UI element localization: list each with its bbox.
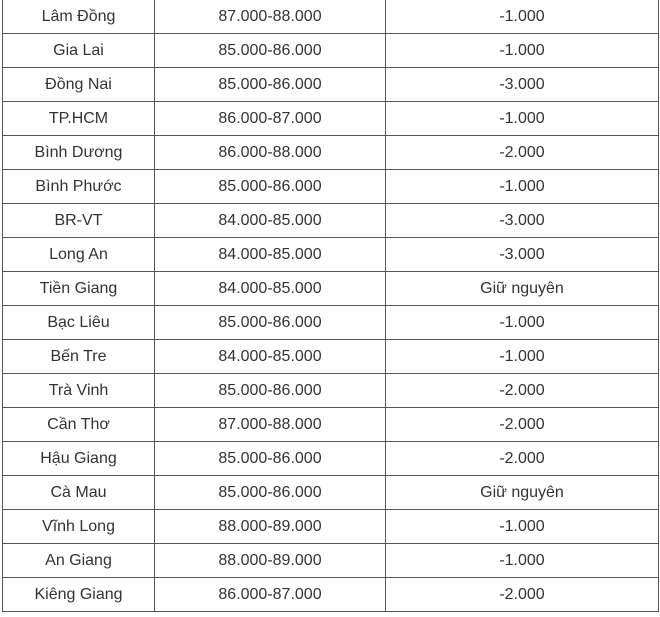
- table-row: [3, 0, 659, 34]
- price-cell: 85.000-86.000: [155, 442, 386, 476]
- table-row: [3, 306, 659, 340]
- table-row: [3, 170, 659, 204]
- change-cell: -1.000: [386, 102, 659, 136]
- province-cell: TP.HCM: [3, 102, 155, 136]
- change-cell: -2.000: [386, 442, 659, 476]
- price-cell: 86.000-87.000: [155, 102, 386, 136]
- province-cell: Cần Thơ: [3, 408, 155, 442]
- province-cell: Long An: [3, 238, 155, 272]
- table-row: [3, 68, 659, 102]
- table-row: [3, 476, 659, 510]
- change-cell: -1.000: [386, 170, 659, 204]
- province-cell: Lâm Đồng: [3, 0, 155, 34]
- change-cell: Giữ nguyên: [386, 272, 659, 306]
- change-cell: -1.000: [386, 34, 659, 68]
- province-cell: Đồng Nai: [3, 68, 155, 102]
- change-cell: -3.000: [386, 238, 659, 272]
- table-row: [3, 578, 659, 612]
- price-cell: 88.000-89.000: [155, 510, 386, 544]
- table-row: [3, 544, 659, 578]
- price-table: [2, 0, 659, 612]
- table-row: [3, 374, 659, 408]
- price-cell: 85.000-86.000: [155, 170, 386, 204]
- table-row: [3, 34, 659, 68]
- province-cell: Bình Dương: [3, 136, 155, 170]
- change-cell: -3.000: [386, 68, 659, 102]
- province-cell: Hậu Giang: [3, 442, 155, 476]
- change-cell: -1.000: [386, 340, 659, 374]
- table-row: [3, 204, 659, 238]
- price-cell: 86.000-87.000: [155, 578, 386, 612]
- price-table-container: [2, 0, 658, 612]
- table-row: [3, 408, 659, 442]
- price-cell: 84.000-85.000: [155, 238, 386, 272]
- price-cell: 87.000-88.000: [155, 408, 386, 442]
- price-cell: 84.000-85.000: [155, 272, 386, 306]
- table-row: [3, 442, 659, 476]
- price-table-body: [3, 0, 659, 612]
- table-row: [3, 102, 659, 136]
- table-row: [3, 510, 659, 544]
- price-cell: 87.000-88.000: [155, 0, 386, 34]
- province-cell: Bình Phước: [3, 170, 155, 204]
- change-cell: -1.000: [386, 544, 659, 578]
- change-cell: -1.000: [386, 306, 659, 340]
- province-cell: Vĩnh Long: [3, 510, 155, 544]
- change-cell: Giữ nguyên: [386, 476, 659, 510]
- change-cell: -2.000: [386, 408, 659, 442]
- province-cell: Gia Lai: [3, 34, 155, 68]
- change-cell: -1.000: [386, 0, 659, 34]
- change-cell: -2.000: [386, 374, 659, 408]
- price-cell: 86.000-88.000: [155, 136, 386, 170]
- price-cell: 85.000-86.000: [155, 476, 386, 510]
- price-cell: 84.000-85.000: [155, 204, 386, 238]
- province-cell: Tiền Giang: [3, 272, 155, 306]
- price-cell: 85.000-86.000: [155, 374, 386, 408]
- price-cell: 85.000-86.000: [155, 34, 386, 68]
- province-cell: Bến Tre: [3, 340, 155, 374]
- province-cell: An Giang: [3, 544, 155, 578]
- price-cell: 85.000-86.000: [155, 306, 386, 340]
- price-cell: 84.000-85.000: [155, 340, 386, 374]
- province-cell: Cà Mau: [3, 476, 155, 510]
- province-cell: Trà Vinh: [3, 374, 155, 408]
- province-cell: Kiêng Giang: [3, 578, 155, 612]
- change-cell: -3.000: [386, 204, 659, 238]
- change-cell: -2.000: [386, 578, 659, 612]
- price-cell: 88.000-89.000: [155, 544, 386, 578]
- table-row: [3, 272, 659, 306]
- price-cell: 85.000-86.000: [155, 68, 386, 102]
- change-cell: -2.000: [386, 136, 659, 170]
- table-row: [3, 340, 659, 374]
- table-row: [3, 136, 659, 170]
- province-cell: Bạc Liêu: [3, 306, 155, 340]
- change-cell: -1.000: [386, 510, 659, 544]
- province-cell: BR-VT: [3, 204, 155, 238]
- table-row: [3, 238, 659, 272]
